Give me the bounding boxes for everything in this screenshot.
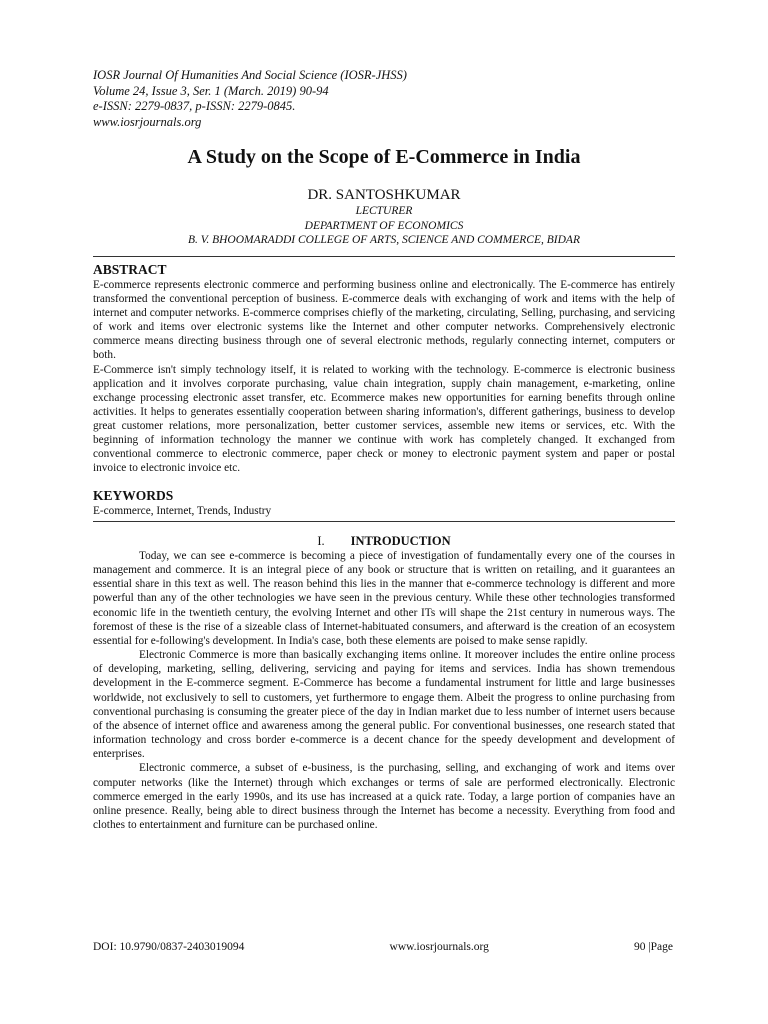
author-department: DEPARTMENT OF ECONOMICS [304,219,464,232]
divider-bottom [93,521,675,522]
intro-paragraph: Today, we can see e-commerce is becoming a piece of investigation of fundamentally every one of the courses in management and commerce. It is an integral piece of any book or structure that is written on retailing, and it guarantees an essential share in this text as well. The reason behind this lies in the manner that e-commerce technology is different and more powerful than any of the other technologies we have seen in the previous century. While these other technologies transformed economic life in the twentieth century, the evolving Internet and other ITs will shape the 21st century in numerous ways. The foremost of these is the rise of a sizeable class of Internet-habituated consumers, and afterward is the creation of an ecosystem essential for e-following's development. In India's case, both these elements are poised to make sense rapidly. [93,550,675,647]
journal-issn: e-ISSN: 2279-0837, p-ISSN: 2279-0845. [93,99,296,113]
footer-website[interactable]: www.iosrjournals.org [389,941,489,953]
author-block [0,186,768,248]
journal-header [93,68,407,130]
footer-page-number: 90 |Page [633,941,673,953]
introduction-heading [0,534,768,549]
intro-paragraph: Electronic Commerce is more than basically exchanging items online. It moreover includes the entire online process of developing, marketing, selling, delivering, servicing and paying for items and services. India has shown tremendous development in the E-commerce segment. E-Commerce has become a fundamental instrument for little and large businesses worldwide, not exclusively to sell to customers, yet furthermore to engage them. Albeit the progress to online purchasing from conventional purchasing is consuming the greater piece of the day in Indian market due to less number of internet users because of the absence of internet office and awareness among the general public. For conventional businesses, one research stated that information technology and cross border e-commerce is a decent chance for the speedy development and development of enterprises. [93,649,675,761]
author-name: DR. SANTOSHKUMAR [307,187,461,203]
section-number: I. [317,534,325,548]
introduction-body [93,549,675,832]
footer-doi[interactable]: DOI: 10.9790/0837-2403019094 [93,941,245,953]
abstract-paragraph: E-Commerce isn't simply technology itself, it is related to working with the technology. E-commerce is electronic business application and it involves corporate purchasing, value chain integration, supply chain management, e-marketing, online exchange processing electronic asset transfer, etc. Ecommerce makes new opportunities for earning benefits through online activities. It helps to generates essentially cooperation between sharing information's, different gatherings, business to develop great customer relations, more personalization, better customer services, assemble new items or services, etc. With the beginning of information technology the manner we continue with work has completely changed. It exchanged from conventional commerce to electronic commerce, paper check or money to electronic payment system and paper or postal invoice to electronic invoice etc. [93,363,675,475]
journal-name: IOSR Journal Of Humanities And Social Science (IOSR-JHSS) [93,68,407,82]
page-footer [93,941,673,953]
divider-top [93,256,675,257]
paper-title: A Study on the Scope of E-Commerce in India [187,146,581,168]
journal-volume: Volume 24, Issue 3, Ser. 1 (March. 2019) 90-94 [93,83,329,98]
abstract-body [93,278,675,475]
abstract-heading: ABSTRACT [93,262,167,277]
keywords-text: E-commerce, Internet, Trends, Industry [93,505,272,517]
keywords-heading: KEYWORDS [93,488,174,503]
journal-website[interactable]: www.iosrjournals.org [93,114,202,129]
section-label: INTRODUCTION [350,534,451,548]
author-position: LECTURER [355,205,413,217]
intro-paragraph: Electronic commerce, a subset of e-business, is the purchasing, selling, and exchanging of work and items over computer networks (like the Internet) through which exchanges or terms of sale are performed electronically. Electronic commerce emerged in the early 1990s, and its use has increased at a quick rate. Today, a large portion of companies have an online presence. Really, being able to direct business through the Internet has become a necessity. Everything from food and clothes to entertainment and furniture can be purchased online. [93,762,675,831]
author-institution: B. V. BHOOMARADDI COLLEGE OF ARTS, SCIENCE AND COMMERCE, BIDAR [188,234,580,246]
abstract-paragraph: E-commerce represents electronic commerce and performing business online and electronically. The E-commerce has entirely transformed the conventional perception of business. E-commerce deals with exchanging of work and items with the help of internet and computer networks. E-commerce comprises chiefly of the marketing, circulating, Selling, purchasing, and servicing of work and items over electronic systems like the Internet and other computer networks. Comprehensively electronic commerce means directing business through one of several electronic methods, regularly connecting internet, computers or both. [93,279,675,362]
